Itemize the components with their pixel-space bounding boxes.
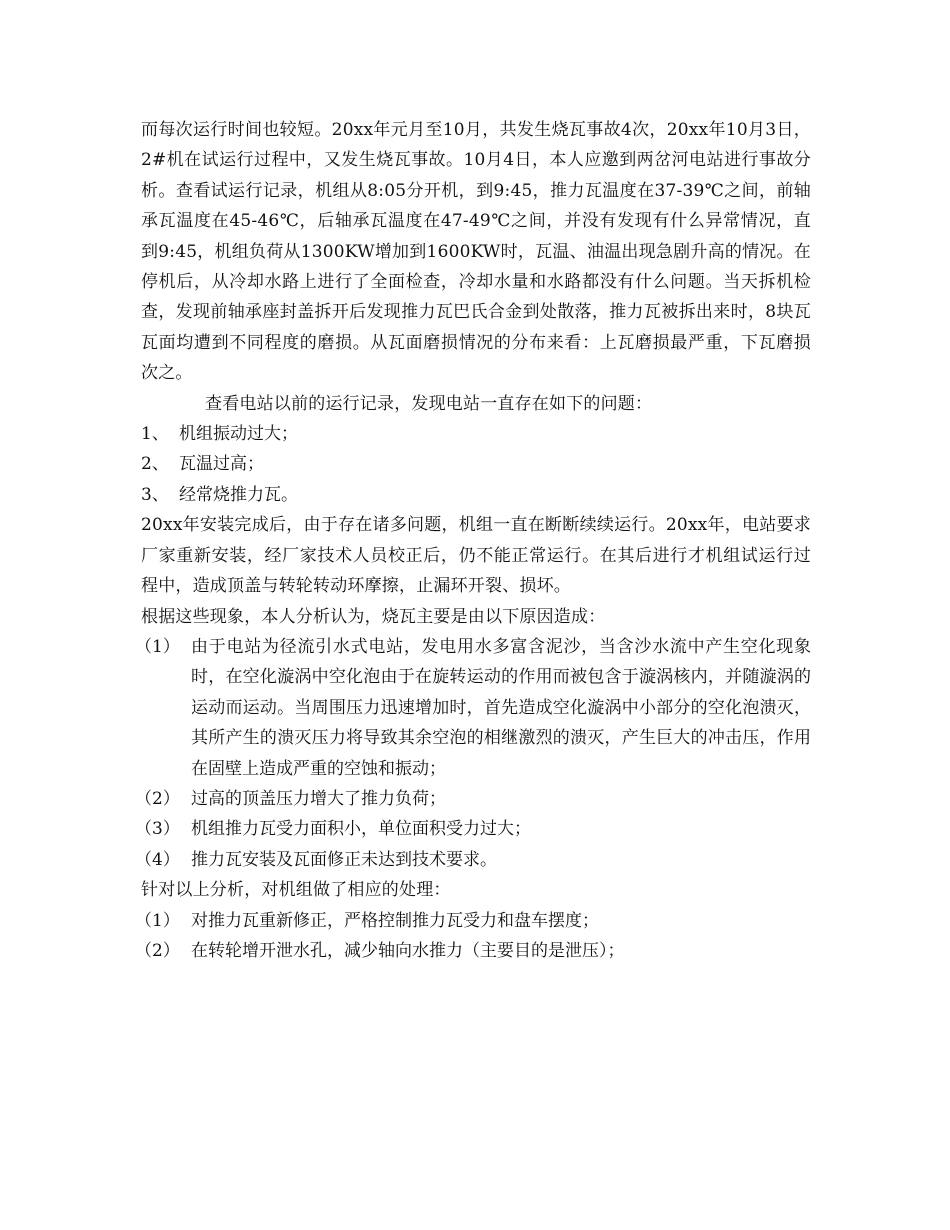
list-item: [135, 814, 811, 844]
problem-list: [141, 419, 811, 510]
list-item-text: 推力瓦安装及瓦面修正未达到技术要求。: [191, 849, 497, 870]
list-item: [141, 480, 811, 510]
list-item: [135, 632, 811, 784]
paragraph-measures-intro: 针对以上分析，对机组做了相应的处理：: [141, 880, 451, 901]
list-item-text: 对推力瓦重新修正，严格控制推力瓦受力和盘车摆度；: [191, 910, 599, 931]
list-item: [141, 449, 811, 479]
list-item-number: 3、: [141, 484, 169, 505]
list-item-number: 1、: [141, 424, 169, 445]
cause-list: [135, 632, 811, 875]
list-item-number: 2、: [141, 454, 169, 475]
list-item: [135, 906, 811, 936]
list-item-number: （3）: [135, 819, 180, 840]
paragraph-cause-intro: 根据这些现象，本人分析认为，烧瓦主要是由以下原因造成：: [141, 606, 606, 627]
list-item-text: 机组振动过大；: [179, 424, 298, 445]
list-item: [135, 845, 811, 875]
list-item-text: 经常烧推力瓦。: [179, 484, 298, 505]
paragraph-run-records: 查看电站以前的运行记录，发现电站一直存在如下的问题：: [205, 393, 653, 414]
list-item-text: 瓦温过高；: [179, 454, 264, 475]
paragraph-installation-history: 20xx年安装完成后，由于存在诸多问题，机组一直在断断续续运行。20xx年，电站要求厂家重新安装，经厂家技术人员校正后，仍不能正常运行。在其后进行才机组试运行过程中，造成顶盖与转轮转动环摩擦，止漏环开裂、损坏。: [141, 515, 811, 597]
list-item-number: （2）: [135, 940, 180, 961]
list-item-number: （1）: [135, 910, 180, 931]
list-item-number: （4）: [135, 849, 180, 870]
list-item: [141, 419, 811, 449]
list-item-text: 机组推力瓦受力面积小，单位面积受力过大；: [191, 819, 531, 840]
list-item: [135, 784, 811, 814]
document-body: [135, 115, 811, 966]
measure-list: [135, 906, 811, 967]
list-item-number: （2）: [135, 788, 180, 809]
list-item-text: 由于电站为径流引水式电站，发电用水多富含泥沙，当含沙水流中产生空化现象时，在空化漩涡中空化泡由于在旋转运动的作用而被包含于漩涡核内，并随漩涡的运动而运动。当周围压力迅速增加时，首先造成空化漩涡中小部分的空化泡溃灭，其所产生的溃灭压力将导致其余空泡的相继激烈的溃灭，产生巨大的冲击压，作用在固壁上造成严重的空蚀和振动；: [191, 636, 811, 779]
list-item-text: 在转轮增开泄水孔，减少轴向水推力（主要目的是泄压）；: [191, 940, 625, 961]
paragraph-accident-analysis: 而每次运行时间也较短。20xx年元月至10月，共发生烧瓦事故4次，20xx年10月3日，2#机在试运行过程中，又发生烧瓦事故。10月4日，本人应邀到两岔河电站进行事故分析。查看试运行记录，机组从8:05分开机，到9:45，推力瓦温度在37-39℃之间，前轴承瓦温度在45-46℃，后轴承瓦温度在47-49℃之间，并没有发现有什么异常情况，直到9:45，机组负荷从1300KW增加到1600KW时，瓦温、油温出现急剧升高的情况。在停机后，从冷却水路上进行了全面检查，冷却水量和水路都没有什么问题。当天拆机检查，发现前轴承座封盖拆开后发现推力瓦巴氏合金到处散落，推力瓦被拆出来时，8块瓦瓦面均遭到不同程度的磨损。从瓦面磨损情况的分布来看：上瓦磨损最严重，下瓦磨损次之。: [141, 120, 811, 384]
list-item-number: （1）: [135, 636, 180, 657]
list-item-text: 过高的顶盖压力增大了推力负荷；: [191, 788, 446, 809]
list-item: [135, 936, 811, 966]
